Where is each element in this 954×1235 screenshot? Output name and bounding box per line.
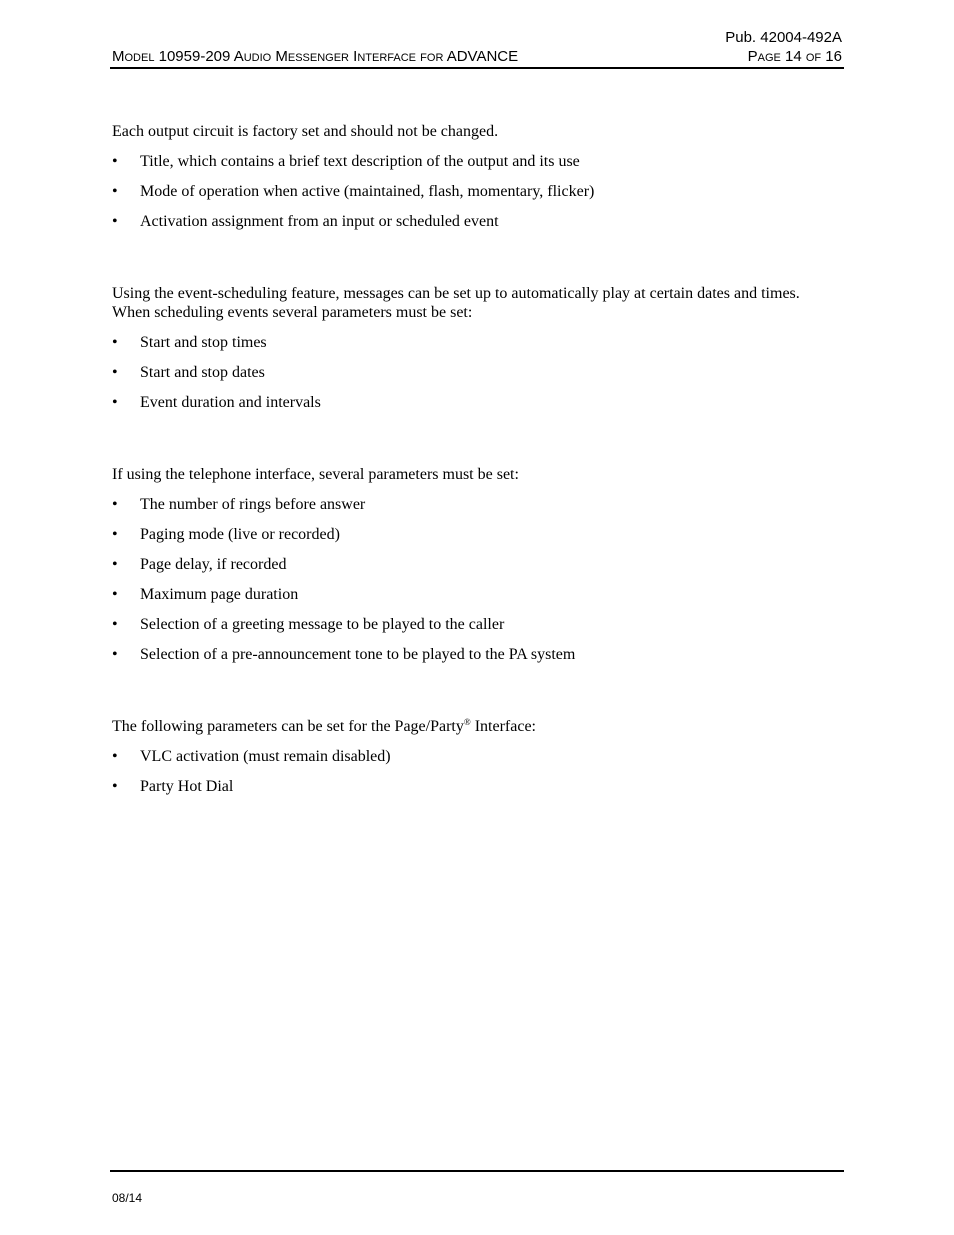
list-item: • Paging mode (live or recorded) xyxy=(112,526,340,543)
list-item: • Selection of a pre-announcement tone to be played to the PA system xyxy=(112,646,576,663)
list-item: • Page delay, if recorded xyxy=(112,556,287,573)
bullet-icon: • xyxy=(112,646,118,663)
bullet-icon: • xyxy=(112,334,118,351)
list-item: • Mode of operation when active (maintained, flash, momentary, flicker) xyxy=(112,183,595,200)
bullet-list xyxy=(112,747,812,796)
page-header-right xyxy=(725,28,842,66)
bullet-icon: • xyxy=(112,778,118,795)
event-scheduling-section xyxy=(112,284,812,412)
header-divider xyxy=(110,67,844,69)
bullet-icon: • xyxy=(112,616,118,633)
list-item: • The number of rings before answer xyxy=(112,496,366,513)
bullet-icon: • xyxy=(112,153,118,170)
page-body xyxy=(112,122,812,849)
section-intro: Each output circuit is factory set and should not be changed. xyxy=(112,123,499,140)
bullet-list xyxy=(112,152,812,231)
bullet-icon: • xyxy=(112,556,118,573)
list-item: • Activation assignment from an input or scheduled event xyxy=(112,213,499,230)
publication-number: Pub. 42004-492A xyxy=(725,29,842,46)
list-item: • VLC activation (must remain disabled) xyxy=(112,748,391,765)
list-item: • Event duration and intervals xyxy=(112,394,321,411)
output-circuits-section xyxy=(112,122,812,231)
page-party-interface-section xyxy=(112,717,812,796)
list-item: • Title, which contains a brief text description of the output and its use xyxy=(112,153,580,170)
page-number: Page 14 of 16 xyxy=(747,48,842,65)
bullet-list xyxy=(112,333,812,412)
footer-date: 08/14 xyxy=(112,1191,143,1205)
bullet-icon: • xyxy=(112,586,118,603)
section-intro: Using the event-scheduling feature, messages can be set up to automatically play at certain dates and times. When scheduling events several parameters must be set: xyxy=(112,285,800,321)
bullet-icon: • xyxy=(112,394,118,411)
footer-divider xyxy=(110,1170,844,1172)
bullet-icon: • xyxy=(112,183,118,200)
bullet-list xyxy=(112,495,812,664)
registered-mark: ® xyxy=(463,717,471,727)
section-intro: The following parameters can be set for the Page/Party® Interface: xyxy=(112,717,536,735)
section-intro: If using the telephone interface, several parameters must be set: xyxy=(112,466,519,483)
bullet-icon: • xyxy=(112,364,118,381)
list-item: • Party Hot Dial xyxy=(112,778,234,795)
bullet-icon: • xyxy=(112,213,118,230)
telephone-interface-section xyxy=(112,465,812,664)
bullet-icon: • xyxy=(112,526,118,543)
bullet-icon: • xyxy=(112,748,118,765)
list-item: • Selection of a greeting message to be played to the caller xyxy=(112,616,505,633)
list-item: • Maximum page duration xyxy=(112,586,299,603)
document-title: Model 10959-209 Audio Messenger Interface for ADVANCE xyxy=(112,48,519,65)
list-item: • Start and stop times xyxy=(112,334,267,351)
bullet-icon: • xyxy=(112,496,118,513)
list-item: • Start and stop dates xyxy=(112,364,265,381)
